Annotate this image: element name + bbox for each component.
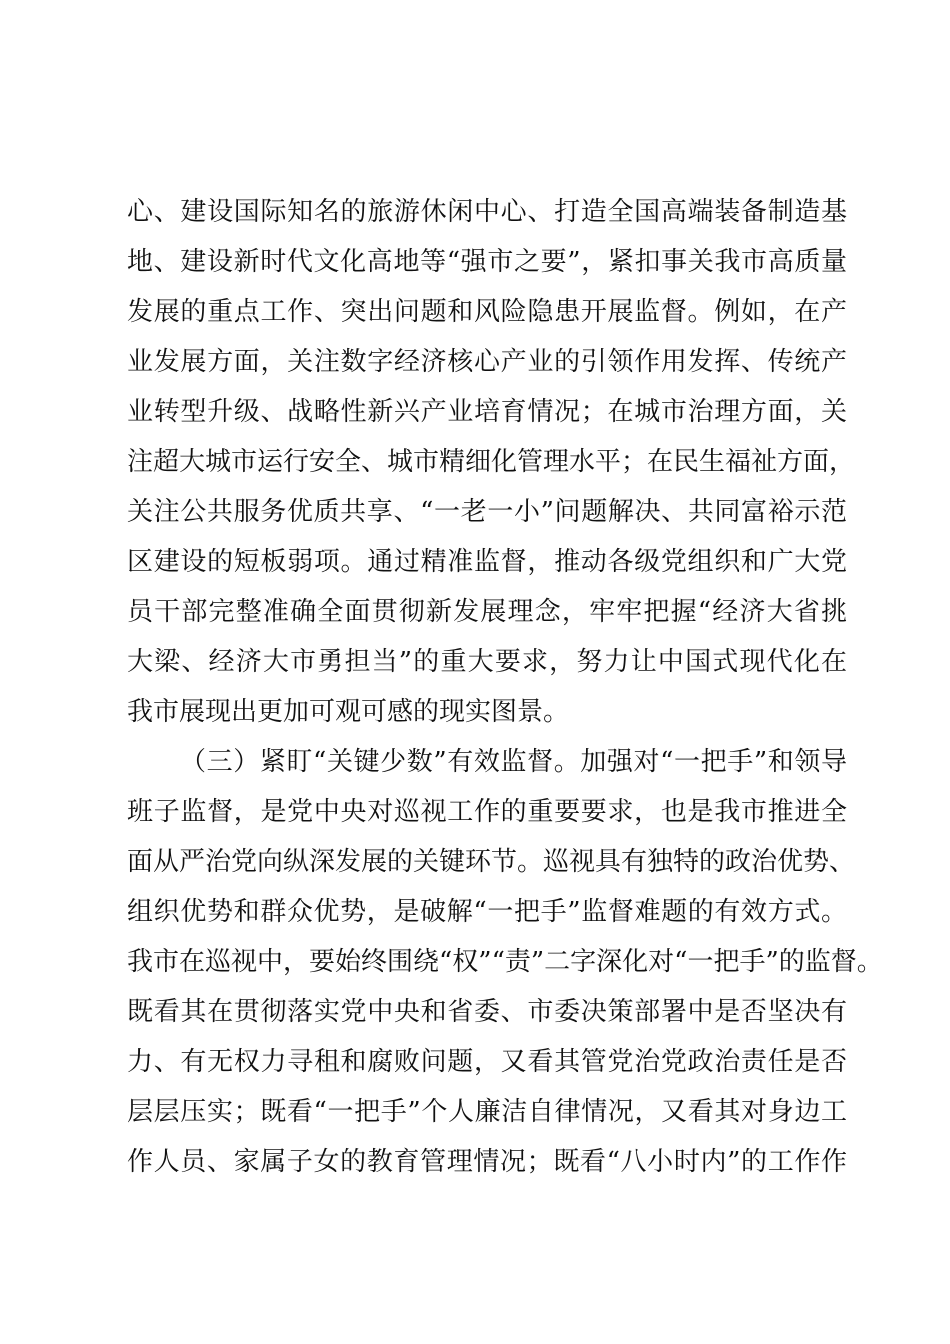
text-line: 我市在巡视中，要始终围绕“权”“责”二字深化对“一把手”的监督。 <box>127 947 883 977</box>
text-line: 区建设的短板弱项。通过精准监督，推动各级党组织和广大党 <box>127 547 847 577</box>
text-line: 业发展方面，关注数字经济核心产业的引领作用发挥、传统产 <box>127 347 847 377</box>
text-line: 面从严治党向纵深发展的关键环节。巡视具有独特的政治优势、 <box>127 847 856 877</box>
text-line: 发展的重点工作、突出问题和风险隐患开展监督。例如，在产 <box>127 297 847 327</box>
text-line: 关注公共服务优质共享、“一老一小”问题解决、共同富裕示范 <box>127 497 847 527</box>
text-line: 大梁、经济大市勇担当”的重大要求，努力让中国式现代化在 <box>127 647 847 677</box>
section-heading-line: （三）紧盯“关键少数”有效监督。加强对“一把手”和领导 <box>180 747 847 777</box>
text-line: 力、有无权力寻租和腐败问题，又看其管党治党政治责任是否 <box>127 1047 847 1077</box>
text-line: 班子监督，是党中央对巡视工作的重要要求，也是我市推进全 <box>127 797 847 827</box>
text-line: 心、建设国际知名的旅游休闲中心、打造全国高端装备制造基 <box>127 197 847 227</box>
text-line: 地、建设新时代文化高地等“强市之要”，紧扣事关我市高质量 <box>127 247 847 277</box>
text-line: 注超大城市运行安全、城市精细化管理水平；在民生福祉方面， <box>127 447 856 477</box>
text-line: 组织优势和群众优势，是破解“一把手”监督难题的有效方式。 <box>127 897 847 927</box>
text-line: 既看其在贯彻落实党中央和省委、市委决策部署中是否坚决有 <box>127 997 847 1027</box>
text-line: 我市展现出更加可观可感的现实图景。 <box>127 697 570 727</box>
text-line: 作人员、家属子女的教育管理情况；既看“八小时内”的工作作 <box>127 1147 847 1177</box>
text-line: 层层压实；既看“一把手”个人廉洁自律情况，又看其对身边工 <box>127 1097 847 1127</box>
text-line: 员干部完整准确全面贯彻新发展理念，牢牢把握“经济大省挑 <box>127 597 847 627</box>
text-line: 业转型升级、战略性新兴产业培育情况；在城市治理方面，关 <box>127 397 847 427</box>
